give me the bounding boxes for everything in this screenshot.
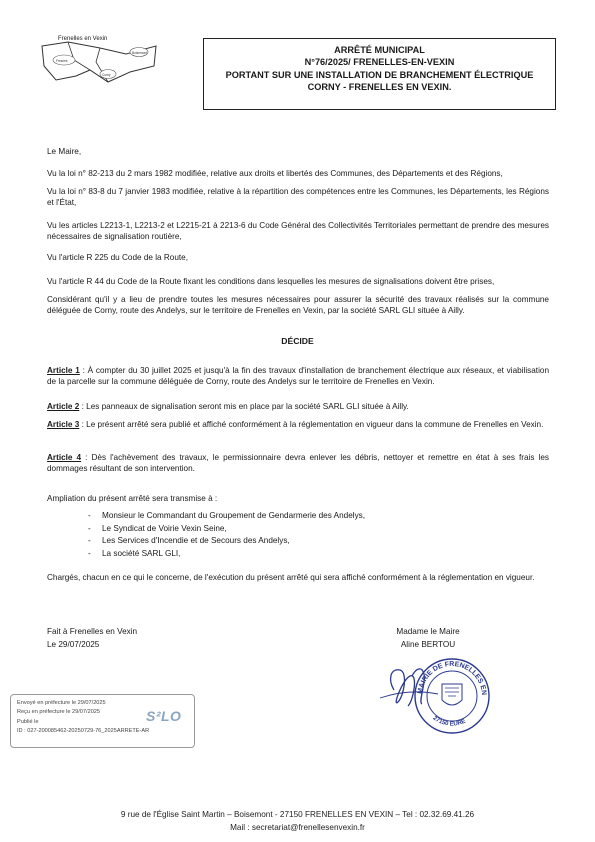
- title-line-3: PORTANT SUR UNE INSTALLATION DE BRANCHEMENT ÉLECTRIQUE: [225, 69, 534, 80]
- article-2: [47, 402, 549, 413]
- title-box: [203, 38, 556, 110]
- vu-article-r225: Vu l'article R 225 du Code de la Route,: [47, 253, 188, 262]
- footer-mail: Mail : secretariat@frenellesenvexin.fr: [230, 823, 365, 832]
- bullet: -: [88, 511, 91, 520]
- charges: Chargés, chacun en ce qui le concerne, de l'exécution du présent arrêté qui sera affiché conformément à la réglementation en vigueur.: [47, 573, 535, 582]
- logo-village-boisemont: Boisemont: [132, 51, 148, 55]
- list-item: - Les Services d'Incendie et de Secours des Andelys,: [88, 535, 365, 548]
- bullet: -: [88, 536, 91, 546]
- logo-village-corny: Corny: [102, 73, 111, 77]
- signature-role: Madame le Maire: [396, 627, 460, 636]
- list-item: - Monsieur le Commandant du Groupement de Gendarmerie des Andelys,: [88, 510, 365, 523]
- article-3: [47, 420, 549, 431]
- le-maire: Le Maire,: [47, 147, 82, 156]
- stamp-published: Publié le: [17, 718, 39, 725]
- list-item: - Le Syndicat de Voirie Vexin Seine,: [88, 523, 365, 536]
- article-4: [47, 453, 549, 474]
- stamp-id: ID : 027-200085462-20250729-76_2025ARRETE-AR: [17, 728, 150, 735]
- article-4-label: Article 4: [47, 453, 82, 462]
- footer-address: 9 rue de l'Église Saint Martin – Boisemont - 27150 FRENELLES EN VEXIN – Tel : 02.32.69.41.26: [120, 810, 475, 819]
- article-3-text: : Le présent arrêté sera publié et affiché conformément à la réglementation en vigueur dans la commune de Frenelles en Vexin.: [79, 420, 544, 429]
- bullet: -: [88, 548, 91, 558]
- decide-heading: DÉCIDE: [281, 336, 314, 346]
- title-line-4: CORNY - FRENELLES EN VEXIN.: [307, 82, 452, 93]
- article-3-label: Article 3: [47, 420, 80, 429]
- title-line-1: ARRÊTÉ MUNICIPAL: [334, 45, 425, 55]
- signature-place-date: [47, 626, 137, 651]
- stamp-sent: Envoyé en préfecture le 29/07/2025: [17, 700, 106, 706]
- seal-top-text: MAIRIE DE FRENELLES EN: [416, 660, 488, 696]
- vu-loi-1983: Vu la loi n° 83-8 du 7 janvier 1983 modifiée, relative à la répartition des compétences entre les Communes, les Départements, les Régions et l'État,: [47, 187, 549, 207]
- slo-logo: S²LO: [146, 708, 182, 724]
- article-1-label: Article 1: [47, 366, 80, 375]
- ampliation: Ampliation du présent arrêté sera transmise à :: [47, 494, 218, 503]
- article-2-text: : Les panneaux de signalisation seront mis en place par la société SARL GLI située à Ailly.: [79, 402, 409, 411]
- article-2-label: Article 2: [47, 402, 80, 411]
- municipality-logo: [38, 32, 158, 90]
- considerant: Considérant qu'il y a lieu de prendre toutes les mesures nécessaires pour assurer la sécurité des travaux réalisés sur la commune déléguée de Corny, route des Andelys, sur le territoire de Frenelles en Vexin, par la société SARL GLI située à Ailly.: [47, 295, 549, 315]
- signature-date: Le 29/07/2025: [47, 639, 100, 649]
- signature-name: Aline BERTOU: [400, 639, 456, 649]
- bullet: -: [88, 523, 91, 533]
- mairie-seal: [378, 640, 508, 740]
- stamp-received: Reçu en préfecture le 29/07/2025: [17, 709, 101, 716]
- signature-fait: Fait à Frenelles en Vexin: [47, 627, 138, 636]
- article-4-text: : Dès l'achèvement des travaux, le permissionnaire devra enlever les débris, nettoyer et remettre en état à ses frais les dommages résultant de son intervention.: [47, 453, 549, 473]
- logo-text: Frenelles en Vexin: [58, 36, 108, 42]
- vu-articles-cgct: Vu les articles L2213-1, L2213-2 et L2215-21 à 2213-6 du Code Général des Collectivités Territoriales permettant de prendre des mesures nécessaires de signalisation routière,: [47, 221, 549, 241]
- title-line-2: N°76/2025/ FRENELLES-EN-VEXIN: [304, 57, 455, 68]
- list-item: - La société SARL GLI,: [88, 548, 365, 561]
- logo-village-fresnes: Fresnes: [56, 59, 68, 63]
- seal-bottom-text: 27150 EURE: [431, 715, 467, 728]
- article-1-text: : À compter du 30 juillet 2025 et jusqu'à la fin des travaux d'installation de branchement électrique aux réseaux, et viabilisation de la parcelle sur la commune déléguée de Corny, route des Andelys sur le territoire de Frenelles en Vexin.: [47, 366, 549, 386]
- vu-loi-1982: Vu la loi n° 82-213 du 2 mars 1982 modifiée, relative aux droits et libertés des Communes, des Départements et des Régions,: [47, 169, 503, 178]
- vu-article-r44: Vu l'article R 44 du Code de la Route fixant les conditions dans lesquelles les mesures de signalisations doivent être prises,: [47, 277, 495, 286]
- recipient-list: [88, 510, 365, 560]
- article-1: [47, 366, 549, 387]
